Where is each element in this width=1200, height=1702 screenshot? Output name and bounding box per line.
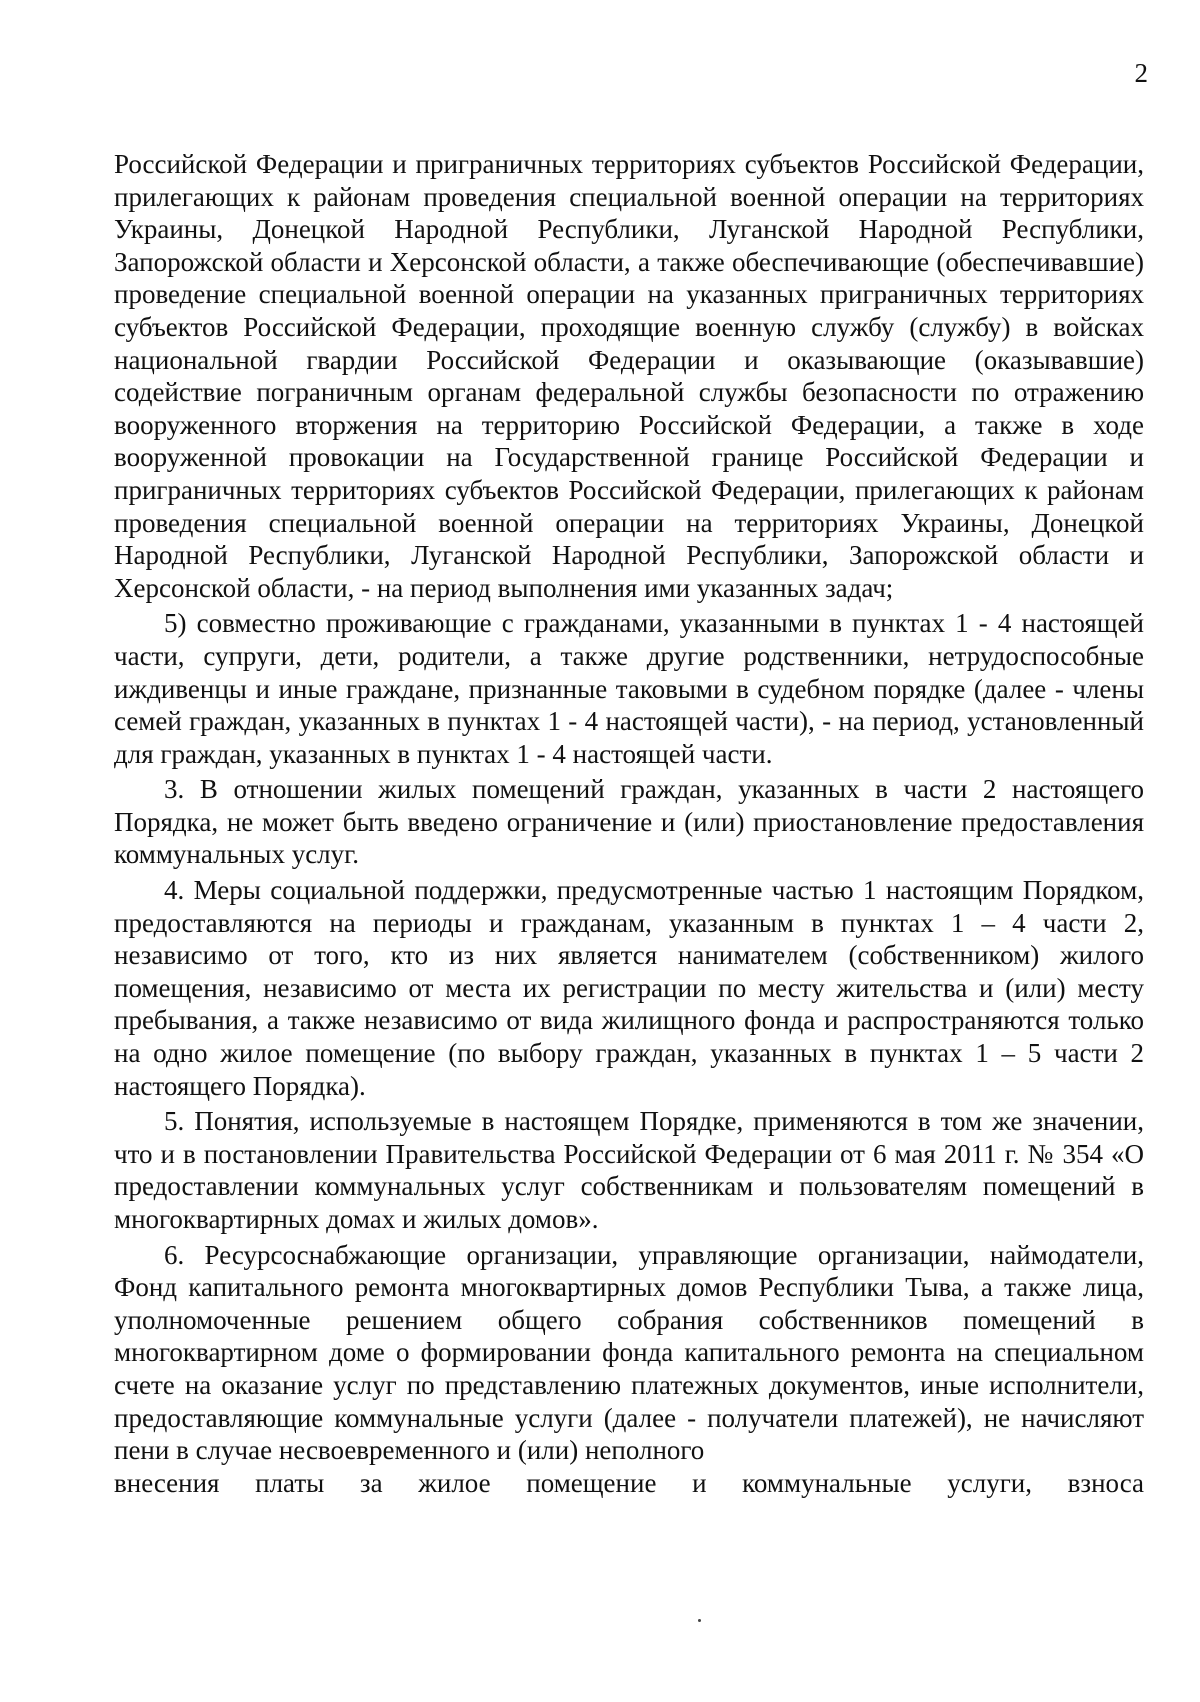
paragraph-section-6-last-line: внесения платы за жилое помещение и коммунальные услуги, взноса: [114, 1467, 1144, 1498]
paragraph-section-6: 6. Ресурсоснабжающие организации, управляющие организации, наймодатели, Фонд капитального ремонта многоквартирных домов Республики Тыва, а также лица, уполномоченные решением общего собрания собственников помещений в многоквартирном доме о формировании фонда капитального ремонта на специальном счете на оказание услуг по представлению платежных документов, иные исполнители, предоставляющие коммунальные услуги (далее - получатели платежей), не начисляют пени в случае несвоевременного и (или) неполного: [114, 1239, 1144, 1466]
paragraph-section-3: 3. В отношении жилых помещений граждан, указанных в части 2 настоящего Порядка, не может быть введено ограничение и (или) приостановление предоставления коммунальных услуг.: [114, 774, 1144, 870]
paragraph-item-5: 5) совместно проживающие с гражданами, указанными в пунктах 1 - 4 настоящей части, супруги, дети, родители, а также другие родственники, нетрудоспособные иждивенцы и иные граждане, признанные таковыми в судебном порядке (далее - члены семей граждан, указанных в пунктах 1 - 4 настоящей части), - на период, установленный для граждан, указанных в пунктах 1 - 4 настоящей части.: [114, 608, 1144, 769]
scan-dot-mark: [698, 1619, 701, 1622]
document-body: [114, 148, 1144, 1499]
paragraph-continuation: Российской Федерации и приграничных территориях субъектов Российской Федерации, прилегающих к районам проведения специальной военной операции на территориях Украины, Донецкой Народной Республики, Луганской Народной Республики, Запорожской области и Херсонской области, а также обеспечивающие (обеспечивавшие) проведение специальной военной операции на указанных приграничных территориях субъектов Российской Федерации, проходящие военную службу (службу) в войсках национальной гвардии Российской Федерации и оказывающие (оказывавшие) содействие пограничным органам федеральной службы безопасности по отражению вооруженного вторжения на территорию Российской Федерации, а также в ходе вооруженной провокации на Государственной границе Российской Федерации и приграничных территориях субъектов Российской Федерации, прилегающих к районам проведения специальной военной операции на территориях Украины, Донецкой Народной Республики, Луганской Народной Республики, Запорожской области и Херсонской области, - на период выполнения ими указанных задач;: [114, 149, 1144, 603]
paragraph-section-5: 5. Понятия, используемые в настоящем Порядке, применяются в том же значении, что и в постановлении Правительства Российской Федерации от 6 мая 2011 г. № 354 «О предоставлении коммунальных услуг собственникам и пользователям помещений в многоквартирных домах и жилых домов».: [114, 1106, 1144, 1234]
page-number: 2: [1134, 58, 1148, 88]
paragraph-section-4: 4. Меры социальной поддержки, предусмотренные частью 1 настоящим Порядком, предоставляются на периоды и гражданам, указанным в пунктах 1 – 4 части 2, независимо от того, кто из них является нанимателем (собственником) жилого помещения, независимо от места их регистрации по месту жительства и (или) месту пребывания, а также независимо от вида жилищного фонда и распространяются только на одно жилое помещение (по выбору граждан, указанных в пунктах 1 – 5 части 2 настоящего Порядка).: [114, 875, 1144, 1101]
